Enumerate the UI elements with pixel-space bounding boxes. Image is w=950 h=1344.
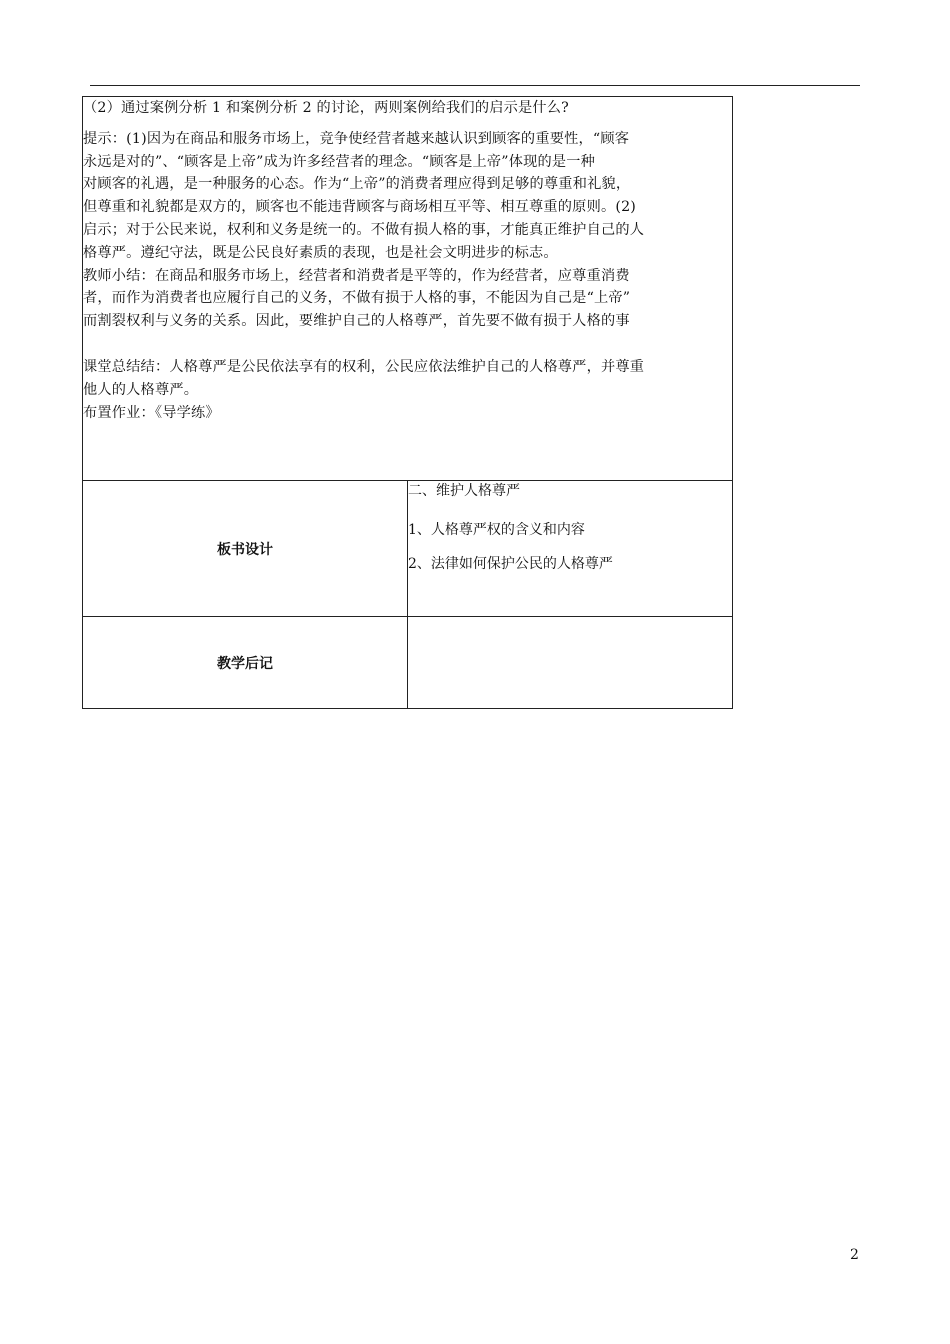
hint-line-5: 启示；对于公民来说，权利和义务是统一的。不做有损人格的事，才能真正维护自己的人 (83, 221, 645, 238)
discussion-question: （2）通过案例分析 1 和案例分析 2 的讨论，两则案例给我们的启示是什么? (83, 100, 569, 116)
teaching-notes-content (408, 617, 733, 709)
board-point-1: 1、人格尊严权的含义和内容 (408, 522, 585, 538)
lesson-content-cell (83, 97, 733, 481)
board-heading: 二、维护人格尊严 (408, 483, 520, 499)
board-design-content (408, 481, 733, 617)
hint-line-1: 提示：(1)因为在商品和服务市场上，竞争使经营者越来越认识到顾客的重要性，“顾客 (83, 130, 630, 147)
hint-line-3: 对顾客的礼遇，是一种服务的心态。作为“上帝”的消费者理应得到足够的尊重和礼貌， (83, 176, 631, 193)
lesson-content-row (83, 97, 733, 481)
hint-line-2: 永远是对的”、“顾客是上帝”成为许多经营者的理念。“顾客是上帝”体现的是一种 (83, 153, 596, 170)
class-summary-line-1: 课堂总结结：人格尊严是公民依法享有的权利，公民应依法维护自己的人格尊严，并尊重 (83, 358, 645, 375)
board-point-2: 2、法律如何保护公民的人格尊严 (408, 556, 613, 572)
header-rule (90, 85, 860, 86)
board-design-label: 板书设计 (83, 481, 408, 617)
teacher-summary-line-3: 而割裂权利与义务的关系。因此，要维护自己的人格尊严，首先要不做有损于人格的事 (83, 313, 630, 330)
lesson-table (82, 96, 733, 709)
class-summary-line-2: 他人的人格尊严。 (83, 381, 199, 398)
hint-line-6: 格尊严。遵纪守法，既是公民良好素质的表现，也是社会文明进步的标志。 (83, 244, 558, 261)
homework-line: 布置作业：《导学练》 (83, 404, 220, 421)
page-number: 2 (850, 1247, 859, 1263)
teaching-notes-row (83, 617, 733, 709)
hint-line-4: 但尊重和礼貌都是双方的，顾客也不能违背顾客与商场相互平等、相互尊重的原则。(2) (83, 199, 637, 216)
teacher-summary-line-1: 教师小结：在商品和服务市场上，经营者和消费者是平等的，作为经营者，应尊重消费 (83, 267, 630, 284)
teaching-notes-label: 教学后记 (83, 617, 408, 709)
paragraph-gap (83, 333, 732, 356)
board-design-row (83, 481, 733, 617)
teacher-summary-line-2: 者，而作为消费者也应履行自己的义务，不做有损于人格的事，不能因为自己是“上帝” (83, 290, 631, 307)
